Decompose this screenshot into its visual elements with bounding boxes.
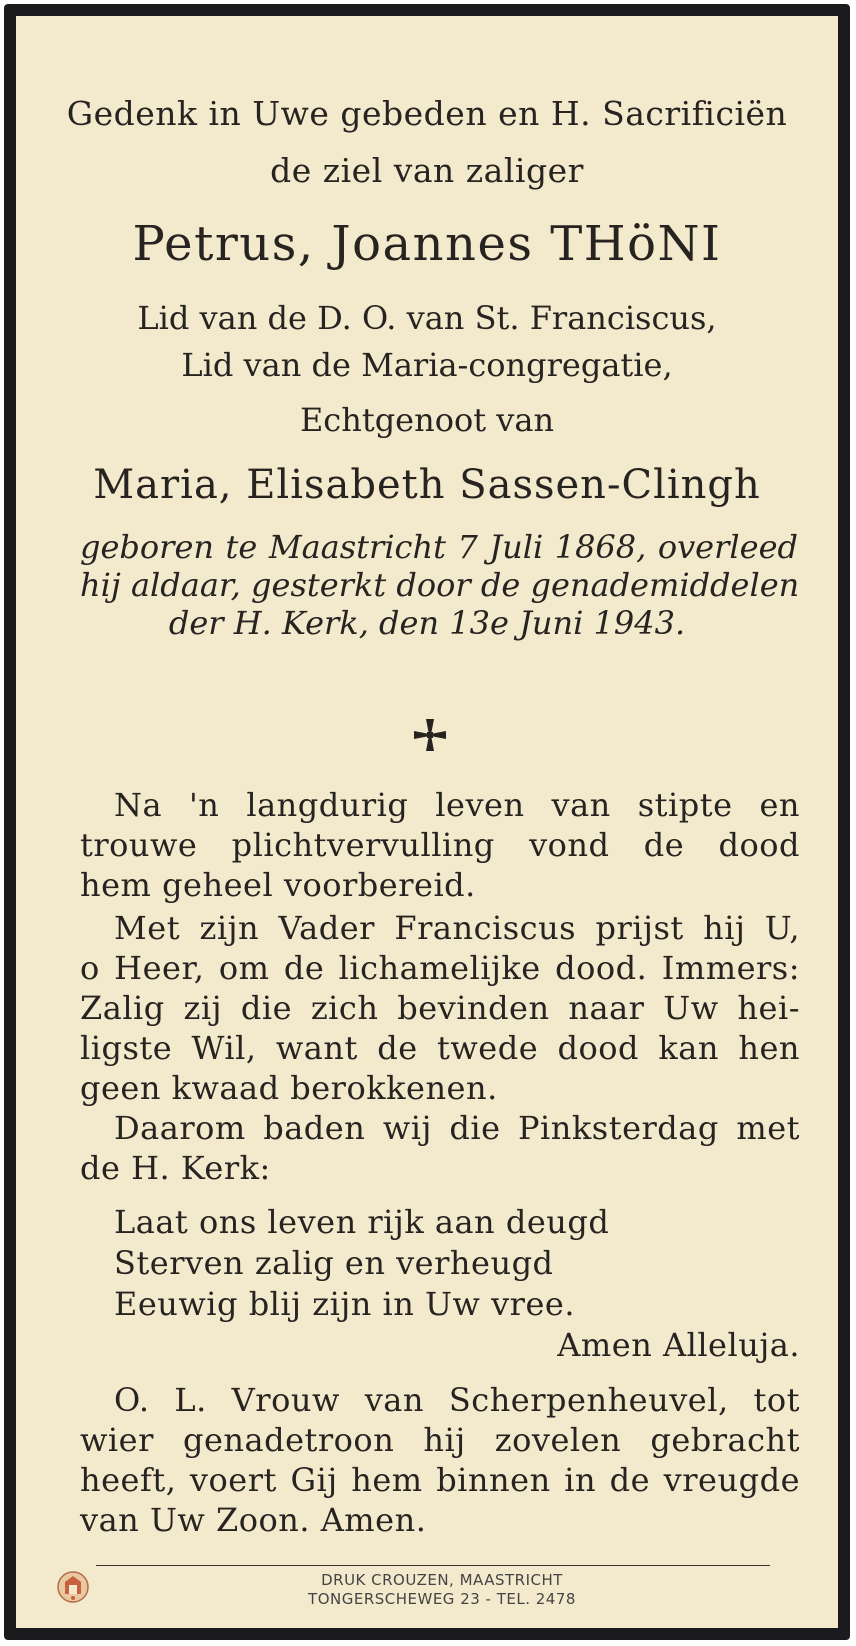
spouse-name: Maria, Elisabeth Sassen-Clingh xyxy=(93,462,761,508)
paragraph-2-line-1: Met zijn Vader Franciscus prijst hij U, xyxy=(114,909,800,947)
cross-pattee-icon xyxy=(413,718,447,752)
paragraph-4-line-3: heeft, voert Gij hem binnen in de vreugde xyxy=(80,1461,800,1499)
memorial-card xyxy=(4,4,850,1640)
verse-amen: Amen Alleluja. xyxy=(557,1326,800,1364)
dates-line-3: der H. Kerk, den 13e Juni 1943. xyxy=(168,604,686,642)
paragraph-2-line-3: Zalig zij die zich bevinden naar Uw hei- xyxy=(80,989,800,1027)
paragraph-4-line-2: wier genadetroon hij zovelen gebracht xyxy=(80,1421,800,1459)
printer-line-2: TONGERSCHEWEG 23 - TEL. 2478 xyxy=(308,1590,576,1608)
paragraph-3-line-2: de H. Kerk: xyxy=(80,1149,271,1187)
paragraph-2-line-5: geen kwaad berokkenen. xyxy=(80,1069,498,1107)
footer-divider xyxy=(96,1565,770,1566)
dates-line-1: geboren te Maastricht 7 Juli 1868, overleed xyxy=(80,528,798,566)
paragraph-4-line-1: O. L. Vrouw van Scherpenheuvel, tot xyxy=(114,1381,800,1419)
verse-line-2: Sterven zalig en verheugd xyxy=(114,1244,554,1282)
paragraph-1-line-2: trouwe plichtvervulling vond de dood xyxy=(80,826,800,864)
header-line-2: de ziel van zaliger xyxy=(270,151,584,190)
paragraph-4-line-4: van Uw Zoon. Amen. xyxy=(80,1501,427,1539)
verse-line-3: Eeuwig blij zijn in Uw vree. xyxy=(114,1285,575,1323)
spouse-intro: Echtgenoot van xyxy=(299,401,555,439)
paragraph-1-line-3: hem geheel voorbereid. xyxy=(80,866,476,904)
printer-line-1: DRUK CROUZEN, MAASTRICHT xyxy=(321,1571,563,1589)
membership-line-1: Lid van de D. O. van St. Franciscus, xyxy=(137,299,717,337)
dates-line-2: hij aldaar, gesterkt door de genademiddelen xyxy=(80,566,800,604)
paragraph-1-line-1: Na 'n langdurig leven van stipte en xyxy=(114,786,800,824)
paragraph-3-line-1: Daarom baden wij die Pinksterdag met xyxy=(114,1109,800,1147)
paragraph-2-line-2: o Heer, om de lichamelijke dood. Immers: xyxy=(80,949,800,987)
deceased-name: Petrus, Joannes THöNI xyxy=(132,216,722,272)
membership-line-2: Lid van de Maria-congregatie, xyxy=(181,346,673,384)
verse-line-1: Laat ons leven rijk aan deugd xyxy=(114,1203,610,1241)
paragraph-2-line-4: ligste Wil, want de twede dood kan hen xyxy=(80,1029,800,1067)
header-line-1: Gedenk in Uwe gebeden en H. Sacrificiën xyxy=(66,94,788,133)
